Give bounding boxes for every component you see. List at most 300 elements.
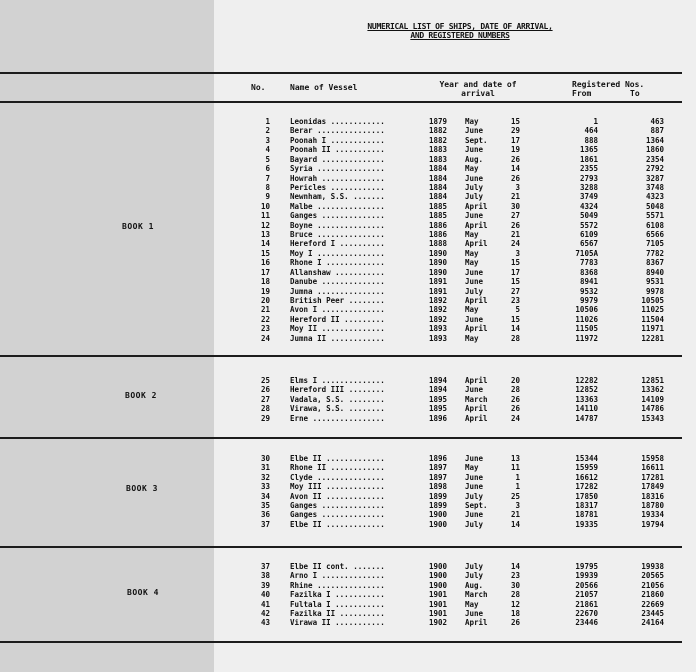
- cell-month: May: [465, 463, 479, 473]
- cell-month: June: [465, 173, 484, 183]
- cell-name: Hereford I ..........: [290, 240, 385, 249]
- cell-month: June: [465, 609, 484, 618]
- cell-year: 1884: [429, 173, 448, 183]
- cell-month: June: [465, 267, 484, 277]
- table-row: [0, 118, 696, 126]
- cell-month: Aug.: [465, 154, 484, 164]
- cell-year: 1888: [429, 239, 448, 249]
- table-row: [0, 146, 696, 154]
- cell-month: June: [465, 126, 484, 136]
- table-row: [0, 137, 696, 145]
- cell-day: 5: [515, 305, 520, 315]
- cell-to: 18780: [641, 501, 664, 510]
- header-registered: [572, 80, 672, 98]
- cell-year: 1883: [429, 145, 448, 155]
- cell-from: 1: [593, 117, 598, 126]
- cell-name: Poonah I ............: [290, 136, 385, 145]
- cell-day: 15: [510, 117, 520, 126]
- book-label-3: BOOK 3: [126, 484, 158, 493]
- cell-to: 7105: [645, 239, 664, 249]
- table-row: [0, 165, 696, 173]
- cell-from: 11505: [575, 324, 598, 334]
- cell-to: 22669: [641, 599, 664, 609]
- cell-no: 40: [260, 590, 270, 600]
- cell-day: 19: [510, 145, 520, 155]
- table-row: [0, 502, 696, 510]
- cell-to: 19938: [641, 562, 664, 571]
- table-row: [0, 619, 696, 627]
- table-row: [0, 335, 696, 343]
- cell-from: 5049: [579, 211, 598, 221]
- cell-to: 17281: [641, 472, 664, 482]
- cell-year: 1885: [429, 211, 448, 221]
- cell-no: 42: [260, 609, 270, 618]
- cell-to: 19794: [641, 519, 664, 529]
- table-row: [0, 193, 696, 201]
- cell-no: 8: [265, 182, 270, 192]
- cell-to: 8367: [645, 258, 664, 268]
- cell-month: May: [465, 230, 479, 240]
- cell-from: 12852: [575, 385, 598, 395]
- cell-day: 14: [510, 164, 520, 174]
- table-row: [0, 405, 696, 413]
- cell-from: 8941: [579, 277, 598, 287]
- cell-no: 11: [260, 211, 270, 221]
- cell-day: 3: [515, 182, 520, 192]
- cell-name: Danube ..............: [290, 278, 385, 287]
- cell-month: June: [465, 482, 484, 492]
- cell-no: 10: [260, 201, 270, 211]
- cell-no: 31: [260, 463, 270, 473]
- cell-day: 14: [510, 324, 520, 334]
- cell-day: 13: [510, 454, 520, 463]
- cell-to: 15958: [641, 454, 664, 463]
- cell-name: British Peer ........: [290, 296, 385, 305]
- cell-from: 21057: [575, 590, 598, 600]
- cell-month: May: [465, 117, 479, 126]
- cell-no: 24: [260, 333, 270, 343]
- cell-name: Arno I ..............: [290, 572, 385, 581]
- table-row: [0, 582, 696, 590]
- cell-year: 1897: [429, 463, 448, 473]
- cell-to: 15343: [641, 413, 664, 423]
- cell-day: 21: [510, 192, 520, 202]
- cell-name: Rhone II ............: [290, 464, 385, 473]
- cell-day: 28: [510, 385, 520, 395]
- cell-day: 15: [510, 258, 520, 268]
- cell-to: 3748: [645, 182, 664, 192]
- cell-to: 7782: [645, 248, 664, 258]
- cell-day: 15: [510, 277, 520, 287]
- cell-to: 18316: [641, 491, 664, 501]
- cell-to: 2354: [645, 154, 664, 164]
- cell-to: 1860: [645, 145, 664, 155]
- cell-year: 1884: [429, 182, 448, 192]
- cell-from: 888: [584, 135, 598, 145]
- cell-from: 9979: [579, 295, 598, 305]
- cell-from: 14787: [575, 413, 598, 423]
- cell-to: 23445: [641, 609, 664, 618]
- cell-name: Moy I ...............: [290, 249, 385, 258]
- cell-year: 1884: [429, 192, 448, 202]
- cell-day: 26: [510, 173, 520, 183]
- table-row: [0, 455, 696, 463]
- cell-to: 14109: [641, 394, 664, 404]
- table-row: [0, 259, 696, 267]
- cell-year: 1884: [429, 164, 448, 174]
- cell-from: 23446: [575, 618, 598, 628]
- cell-no: 7: [265, 173, 270, 183]
- cell-from: 17282: [575, 482, 598, 492]
- cell-day: 17: [510, 135, 520, 145]
- cell-from: 3288: [579, 182, 598, 192]
- cell-no: 37: [260, 562, 270, 571]
- cell-year: 1897: [429, 472, 448, 482]
- cell-name: Virawa, S.S. ........: [290, 405, 385, 414]
- cell-year: 1895: [429, 404, 448, 414]
- cell-name: Vadala, S.S. ........: [290, 395, 385, 404]
- cell-month: May: [465, 258, 479, 268]
- cell-year: 1886: [429, 230, 448, 240]
- cell-name: Elms I ..............: [290, 377, 385, 385]
- cell-name: Bruce ...............: [290, 231, 385, 240]
- table-row: [0, 184, 696, 192]
- cell-from: 8368: [579, 267, 598, 277]
- cell-year: 1885: [429, 201, 448, 211]
- cell-no: 17: [260, 267, 270, 277]
- cell-name: Elbe II cont. .......: [290, 563, 385, 571]
- table-row: [0, 591, 696, 599]
- cell-to: 1364: [645, 135, 664, 145]
- header-registered-line-1: Registered Nos.: [572, 80, 645, 89]
- cell-name: Clyde ...............: [290, 473, 385, 482]
- cell-year: 1901: [429, 590, 448, 600]
- header-date-line-1: Year and date of: [439, 80, 517, 89]
- cell-no: 35: [260, 501, 270, 510]
- cell-from: 19335: [575, 519, 598, 529]
- cell-to: 17849: [641, 482, 664, 492]
- cell-name: Fazilka II ..........: [290, 610, 385, 618]
- cell-to: 12851: [641, 376, 664, 385]
- cell-to: 8940: [645, 267, 664, 277]
- cell-no: 19: [260, 286, 270, 296]
- cell-from: 4324: [579, 201, 598, 211]
- table-row: [0, 572, 696, 580]
- table-row: [0, 415, 696, 423]
- cell-month: April: [465, 324, 488, 334]
- cell-name: Syria ...............: [290, 165, 385, 174]
- table-row: [0, 610, 696, 618]
- cell-no: 43: [260, 618, 270, 628]
- table-row: [0, 231, 696, 239]
- cell-from: 10506: [575, 305, 598, 315]
- cell-year: 1901: [429, 609, 448, 618]
- cell-no: 36: [260, 510, 270, 520]
- cell-name: Avon I ..............: [290, 306, 385, 315]
- cell-name: Malbe ...............: [290, 202, 385, 211]
- cell-name: Moy III .............: [290, 483, 385, 492]
- cell-from: 13363: [575, 394, 598, 404]
- table-row: [0, 396, 696, 404]
- cell-year: 1893: [429, 324, 448, 334]
- cell-year: 1899: [429, 491, 448, 501]
- cell-name: Boyne ...............: [290, 221, 385, 230]
- cell-from: 18317: [575, 501, 598, 510]
- cell-year: 1894: [429, 385, 448, 395]
- cell-day: 27: [510, 286, 520, 296]
- cell-year: 1892: [429, 314, 448, 324]
- cell-year: 1892: [429, 305, 448, 315]
- cell-name: Poonah II ...........: [290, 146, 385, 155]
- cell-month: July: [465, 519, 484, 529]
- cell-to: 16611: [641, 463, 664, 473]
- cell-from: 15959: [575, 463, 598, 473]
- cell-year: 1895: [429, 394, 448, 404]
- cell-from: 20566: [575, 580, 598, 590]
- cell-year: 1900: [429, 571, 448, 581]
- cell-to: 10505: [641, 295, 664, 305]
- cell-year: 1901: [429, 599, 448, 609]
- cell-day: 18: [510, 609, 520, 618]
- cell-year: 1900: [429, 519, 448, 529]
- cell-to: 14786: [641, 404, 664, 414]
- cell-from: 1365: [579, 145, 598, 155]
- cell-month: May: [465, 164, 479, 174]
- cell-month: April: [465, 413, 488, 423]
- cell-name: Ganges ..............: [290, 212, 385, 221]
- cell-name: Pericles ............: [290, 183, 385, 192]
- cell-year: 1893: [429, 333, 448, 343]
- table-row: [0, 474, 696, 482]
- cell-day: 29: [510, 126, 520, 136]
- cell-no: 5: [265, 154, 270, 164]
- cell-month: June: [465, 211, 484, 221]
- cell-month: Sept.: [465, 501, 488, 510]
- book-label-4: BOOK 4: [127, 588, 159, 597]
- cell-to: 20565: [641, 571, 664, 581]
- cell-no: 15: [260, 248, 270, 258]
- cell-month: April: [465, 220, 488, 230]
- cell-year: 1900: [429, 562, 448, 571]
- cell-to: 2792: [645, 164, 664, 174]
- cell-month: July: [465, 182, 484, 192]
- cell-month: Sept.: [465, 135, 488, 145]
- cell-no: 18: [260, 277, 270, 287]
- cell-from: 12282: [575, 376, 598, 385]
- cell-month: April: [465, 201, 488, 211]
- cell-year: 1890: [429, 258, 448, 268]
- cell-no: 2: [265, 126, 270, 136]
- cell-no: 37: [260, 519, 270, 529]
- title-line-1: NUMERICAL LIST OF SHIPS, DATE OF ARRIVAL,: [367, 22, 553, 31]
- cell-month: Aug.: [465, 580, 484, 590]
- cell-year: 1902: [429, 618, 448, 628]
- cell-month: May: [465, 333, 479, 343]
- header-date: [428, 80, 528, 98]
- cell-day: 26: [510, 394, 520, 404]
- cell-day: 21: [510, 230, 520, 240]
- cell-name: Jumna ...............: [290, 287, 385, 296]
- cell-year: 1896: [429, 454, 448, 463]
- cell-to: 11504: [641, 314, 664, 324]
- header-date-line-2: arrival: [461, 89, 495, 98]
- table-row: [0, 269, 696, 277]
- cell-day: 20: [510, 376, 520, 385]
- cell-from: 11972: [575, 333, 598, 343]
- cell-no: 1: [265, 117, 270, 126]
- cell-day: 30: [510, 580, 520, 590]
- table-row: [0, 601, 696, 609]
- cell-month: April: [465, 404, 488, 414]
- cell-month: July: [465, 571, 484, 581]
- cell-to: 6108: [645, 220, 664, 230]
- cell-name: Rhone I .............: [290, 259, 385, 268]
- table-row: [0, 511, 696, 519]
- cell-year: 1891: [429, 286, 448, 296]
- cell-day: 1: [515, 482, 520, 492]
- cell-name: Allanshaw ...........: [290, 268, 385, 277]
- cell-month: June: [465, 454, 484, 463]
- cell-to: 11971: [641, 324, 664, 334]
- cell-to: 4323: [645, 192, 664, 202]
- cell-no: 34: [260, 491, 270, 501]
- cell-from: 21861: [575, 599, 598, 609]
- table-row: [0, 483, 696, 491]
- document-title: [330, 22, 590, 40]
- cell-no: 16: [260, 258, 270, 268]
- rule-book1-bottom: [0, 355, 682, 357]
- cell-to: 887: [650, 126, 664, 136]
- cell-day: 14: [510, 562, 520, 571]
- cell-year: 1883: [429, 154, 448, 164]
- cell-to: 12281: [641, 333, 664, 343]
- cell-from: 16612: [575, 472, 598, 482]
- cell-no: 13: [260, 230, 270, 240]
- cell-year: 1890: [429, 267, 448, 277]
- table-row: [0, 325, 696, 333]
- table-row: [0, 377, 696, 385]
- cell-month: June: [465, 145, 484, 155]
- cell-name: Ganges ..............: [290, 502, 385, 510]
- cell-from: 6109: [579, 230, 598, 240]
- cell-month: April: [465, 618, 488, 628]
- cell-day: 30: [510, 201, 520, 211]
- rule-header-top: [0, 72, 682, 74]
- cell-year: 1900: [429, 510, 448, 520]
- cell-month: July: [465, 192, 484, 202]
- cell-to: 9978: [645, 286, 664, 296]
- cell-name: Erne ................: [290, 414, 385, 423]
- cell-day: 1: [515, 472, 520, 482]
- cell-day: 28: [510, 333, 520, 343]
- cell-from: 22670: [575, 609, 598, 618]
- cell-name: Howrah ..............: [290, 174, 385, 183]
- cell-no: 14: [260, 239, 270, 249]
- cell-no: 41: [260, 599, 270, 609]
- cell-name: Elbe II .............: [290, 455, 385, 463]
- cell-no: 25: [260, 376, 270, 385]
- table-row: [0, 493, 696, 501]
- cell-from: 14110: [575, 404, 598, 414]
- cell-month: May: [465, 248, 479, 258]
- cell-no: 29: [260, 413, 270, 423]
- cell-month: June: [465, 472, 484, 482]
- cell-from: 2793: [579, 173, 598, 183]
- cell-day: 27: [510, 211, 520, 221]
- cell-name: Fultala I ...........: [290, 600, 385, 609]
- cell-from: 19939: [575, 571, 598, 581]
- cell-year: 1900: [429, 580, 448, 590]
- cell-no: 39: [260, 580, 270, 590]
- cell-year: 1894: [429, 376, 448, 385]
- cell-month: June: [465, 510, 484, 520]
- table-row: [0, 127, 696, 135]
- cell-year: 1886: [429, 220, 448, 230]
- cell-month: June: [465, 277, 484, 287]
- cell-from: 5572: [579, 220, 598, 230]
- cell-no: 28: [260, 404, 270, 414]
- cell-month: April: [465, 376, 488, 385]
- cell-no: 9: [265, 192, 270, 202]
- cell-day: 21: [510, 510, 520, 520]
- cell-name: Hereford III ........: [290, 386, 385, 395]
- cell-from: 17850: [575, 491, 598, 501]
- cell-from: 7783: [579, 258, 598, 268]
- table-row: [0, 386, 696, 394]
- cell-to: 13362: [641, 385, 664, 395]
- cell-day: 28: [510, 590, 520, 600]
- header-to: To: [630, 89, 640, 98]
- cell-no: 30: [260, 454, 270, 463]
- cell-day: 14: [510, 519, 520, 529]
- cell-month: July: [465, 491, 484, 501]
- cell-month: March: [465, 394, 488, 404]
- cell-day: 3: [515, 248, 520, 258]
- cell-year: 1898: [429, 482, 448, 492]
- cell-from: 6567: [579, 239, 598, 249]
- cell-from: 11026: [575, 314, 598, 324]
- table-row: [0, 297, 696, 305]
- table-row: [0, 250, 696, 258]
- cell-no: 23: [260, 324, 270, 334]
- header-name: Name of Vessel: [290, 83, 358, 92]
- cell-from: 19795: [575, 562, 598, 571]
- table-row: [0, 288, 696, 296]
- cell-day: 23: [510, 295, 520, 305]
- cell-from: 2355: [579, 164, 598, 174]
- cell-no: 32: [260, 472, 270, 482]
- header-from: From: [572, 89, 592, 98]
- cell-no: 22: [260, 314, 270, 324]
- cell-name: Jumna II ............: [290, 334, 385, 343]
- cell-year: 1882: [429, 135, 448, 145]
- cell-day: 15: [510, 314, 520, 324]
- cell-month: May: [465, 305, 479, 315]
- rule-book3-bottom: [0, 546, 682, 548]
- cell-name: Hereford II .........: [290, 315, 385, 324]
- cell-from: 1861: [579, 154, 598, 164]
- table-row: [0, 222, 696, 230]
- cell-no: 20: [260, 295, 270, 305]
- rule-header-bottom: [0, 101, 682, 103]
- cell-no: 26: [260, 385, 270, 395]
- cell-day: 12: [510, 599, 520, 609]
- cell-month: May: [465, 599, 479, 609]
- cell-day: 26: [510, 220, 520, 230]
- cell-name: Newnham, S.S. .......: [290, 193, 385, 202]
- cell-day: 23: [510, 571, 520, 581]
- cell-to: 5048: [645, 201, 664, 211]
